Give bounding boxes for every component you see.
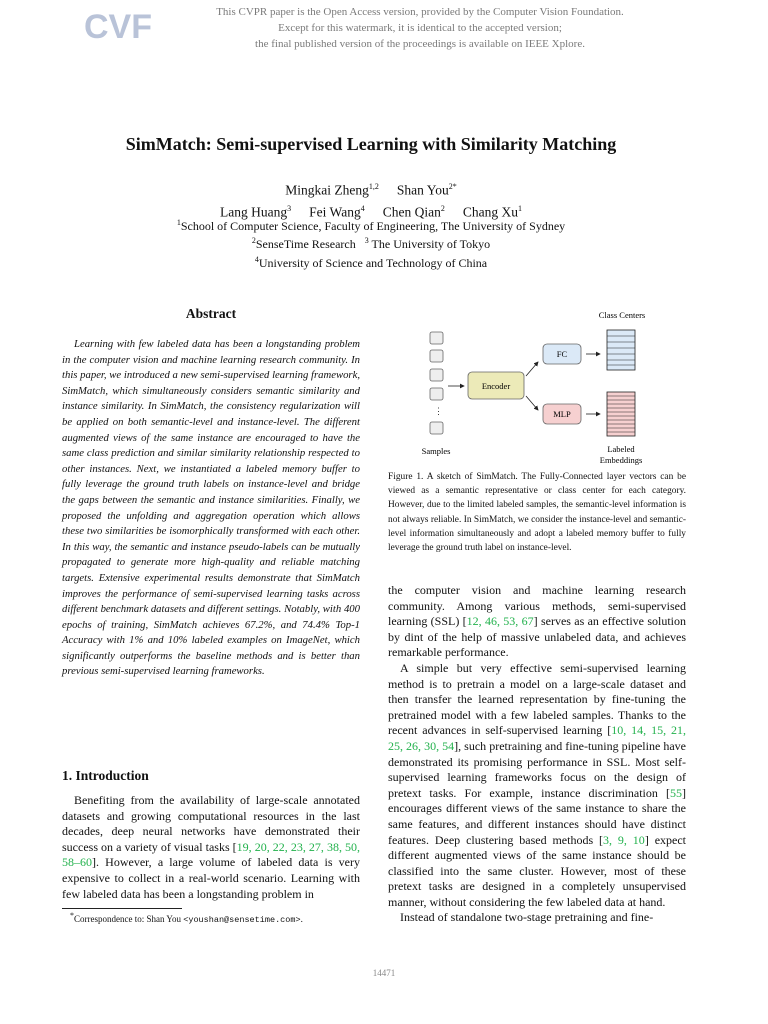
sample-stack — [430, 332, 443, 434]
paper-title: SimMatch: Semi-supervised Learning with Similarity Matching — [125, 134, 617, 154]
author-name: Mingkai Zheng — [285, 182, 369, 198]
watermark-line-1: This CVPR paper is the Open Access version, provided by the Computer Vision Foundation. — [216, 6, 624, 18]
citation-link[interactable]: 55 — [670, 785, 682, 800]
citation-link[interactable]: 3, 9, 10 — [603, 832, 645, 847]
author-line-1: Mingkai Zheng$^{1,2}$ Shan You$^{2*}$ — [285, 182, 457, 198]
fc-label: FC — [556, 349, 568, 359]
sample-box — [430, 332, 443, 344]
sample-box — [430, 422, 443, 434]
introduction-text: Benefiting from the availability of large-scale annotated datasets and growing computational resources in the last decades, deep neural networks have demonstrated their success on a variety of visual tasks [19, 20, 22, 23, 27, 38, 50, 58–60]. However, a large volume of labeled data is very expensive to collect in a real-world scenario. Learning with few labeled data has been a longstanding problem in — [62, 793, 360, 901]
arrow-encoder-to-fc — [526, 362, 538, 376]
author-name: Chen Qian — [382, 204, 441, 219]
paragraph: the computer vision and machine learning research community. Among various methods, semi-supervised learning (SSL) [12, 46, 53, 67] serves as an effective solution by dint of the help of massive unlabeled data, and achieves remarkable performance. — [388, 583, 686, 660]
author-line-2: Lang Huang$^3$ Fei Wang$^4$ Chen Qian$^2$ Chang Xu$^1$ — [220, 203, 522, 219]
ellipsis-dots: ⋮ — [434, 406, 443, 416]
citation-link[interactable]: 10, 14, 15, 21, 25, 26, 30, 54 — [388, 723, 687, 753]
arrow-encoder-to-mlp — [526, 396, 538, 410]
figure-1-caption: Figure 1. A sketch of SimMatch. The Fully-Connected layer vectors can be viewed as a semantic representative or class center for each category. However, due to the limited labeled samples, the semantic-level information is not always reliable. In SimMatch, we consider the instance-level and semantic-level information simultaneously and adopt a labeled memory buffer to fully leverage the ground truth label on instance-level. — [388, 472, 686, 554]
citation-link[interactable]: 12, 46, 53, 67 — [466, 614, 534, 629]
citation-link[interactable]: 19, 20, 22, 23, 27, 38, 50, 58–60 — [62, 839, 360, 870]
labeled-label: Labeled — [607, 444, 635, 454]
svg-text:CVF: CVF — [84, 8, 152, 46]
cvf-logo — [84, 4, 152, 46]
affiliation-1: $^1$School of Computer Science, Faculty of Engineering, The University of Sydney — [176, 218, 566, 233]
page-number: 14471 — [372, 968, 396, 978]
author-name: Chang Xu — [462, 204, 518, 219]
email-address: <youshan@sensetime.com> — [183, 915, 301, 925]
author-name: Lang Huang — [220, 204, 288, 219]
labeled-embeddings-stack — [607, 392, 635, 436]
class-centers-stack — [607, 330, 635, 370]
affiliation-2: $^2$SenseTime Research $^3$ The University of Tokyo — [251, 236, 491, 251]
mlp-label: MLP — [553, 409, 571, 419]
sample-box — [430, 350, 443, 362]
sample-box — [430, 369, 443, 381]
watermark-line-3: the final published version of the proceedings is available on IEEE Xplore. — [255, 38, 585, 50]
abstract-text: Learning with few labeled data has been a longstanding problem in the computer vision and machine learning research community. In this paper, we introduced a new semi-supervised learning framework, SimMatch, which simultaneously considers semantic similarity and instance similarity. In SimMatch, the consistency regularization will be applied on both semantic-level and instance-level. The different augmented views of the same instance are encouraged to have the same class prediction and similar similarity relationship respected to other instances. Next, we instantiated a labeled memory buffer to fully leverage the ground truth labels on instance-level and bridge the gaps between the semantic and instance similarities. Finally, we proposed the unfolding and aggregation operation which allows these two similarities be isomorphically transformed with each other. In this way, the semantic and instance pseudo-labels can be mutually propagated to generate more high-quality and reliable matching targets. Extensive experimental results demonstrate that SimMatch improves the performance of semi-supervised learning tasks across different benchmark datasets and different settings. Notably, with 400 epochs of training, SimMatch achieves 67.2%, and 74.4% Top-1 Accuracy with 1% and 10% labeled examples on ImageNet, which significantly outperforms the baseline methods and is better than previous semi-supervised learning frameworks. — [62, 338, 360, 678]
introduction-heading: 1. Introduction — [62, 768, 149, 783]
samples-label: Samples — [421, 446, 451, 456]
author-list — [0, 178, 742, 221]
footnote: *Correspondence to: Shan You <youshan@sensetime.com>. — [70, 911, 303, 925]
encoder-label: Encoder — [481, 381, 511, 391]
watermark-notice — [150, 4, 690, 52]
paragraph: Instead of standalone two-stage pretraining and fine- — [400, 910, 654, 925]
right-column-text — [388, 583, 686, 926]
class-centers-label: Class Centers — [598, 310, 646, 320]
author-name: Fei Wang — [309, 204, 361, 219]
paragraph: A simple but very effective semi-supervised learning method is to pretrain a model on a large-scale dataset and then transfer the learned representation by fine-tuning the pretrained model with a few labeled samples. Thanks to the recent advances in self-supervised learning [10, 14, 15, 21, 25, 26, 30, 54], such pretraining and fine-tuning pipeline have demonstrated its promising performance in SSL. Most self-supervised learning frameworks focus on the design of pretext tasks. For example, instance discrimination [55] encourages different views of the same instance to share the same features, and different instances should have distinct features. Deep clustering based methods [3, 9, 10] expect different augmented views of the same instance should be classified into the same cluster. However, most of these pretext tasks are designed in a completely unsupervised manner, without considering the few labeled data at hand. — [388, 660, 687, 909]
affiliation-3: $^4$University of Science and Technology of China — [254, 255, 488, 270]
author-name: Shan You — [396, 182, 449, 198]
figure-1-diagram — [388, 306, 686, 466]
embeddings-label: Embeddings — [599, 455, 643, 465]
footnote-rule — [62, 908, 182, 909]
sample-box — [430, 388, 443, 400]
watermark-line-2: Except for this watermark, it is identical to the accepted version; — [278, 22, 562, 34]
abstract-heading: Abstract — [185, 306, 237, 321]
